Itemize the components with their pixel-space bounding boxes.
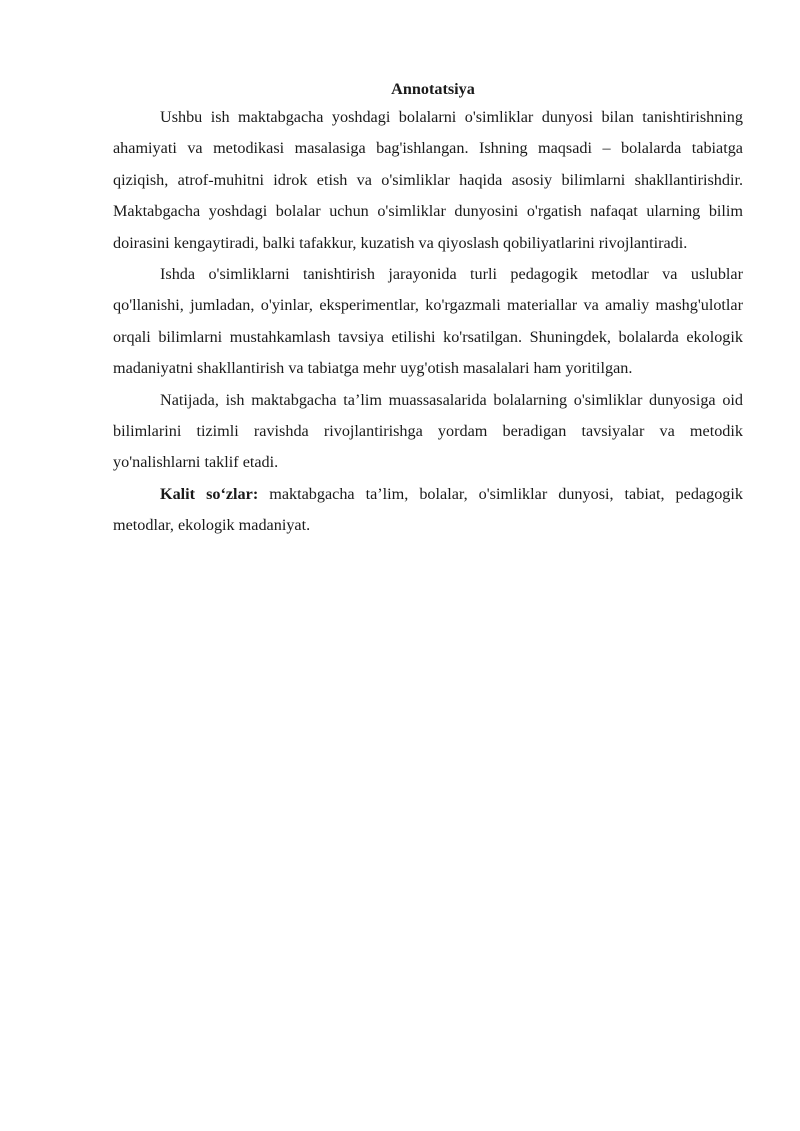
keywords-label: Kalit so‘zlar: xyxy=(160,484,259,503)
page-title: Annotatsiya xyxy=(391,80,475,98)
paragraph-1: Ushbu ish maktabgacha yoshdagi bolalarni o'simliklar dunyosi bilan tanishtirishning ahamiyati va metodikasi masalasiga bag'ishlangan. Ishning maqsadi – bolalarda tabiatga qiziqish, atrof-muhitni idrok etish va o'simliklar haqida asosiy bilimlarni shakllantirishdir. Maktabgacha yoshdagi bolalar uchun o'simliklar dunyosini o'rgatish nafaqat ularning bilim doirasini kengaytiradi, balki tafakkur, kuzatish va qiyoslash qobiliyatlarini rivojlantiradi. xyxy=(113,108,743,252)
paragraph-3: Natijada, ish maktabgacha ta’lim muassasalarida bolalarning o'simliklar dunyosiga oid bilimlarini tizimli ravishda rivojlantirishga yordam beradigan tavsiyalar va metodik yo'nalishlarni taklif etadi. xyxy=(113,390,743,472)
keywords-text: maktabgacha ta’lim, bolalar, o'simliklar dunyosi, tabiat, pedagogik metodlar, ekologik madaniyat. xyxy=(113,484,743,535)
paragraph-2: Ishda o'simliklarni tanishtirish jarayonida turli pedagogik metodlar va uslublar qo'llanishi, jumladan, o'yinlar, eksperimentlar, ko'rgazmali materiallar va amaliy mashg'ulotlar orqali bilimlarni mustahkamlash tavsiya etilishi ko'rsatilgan. Shuningdek, bolalarda ekologik madaniyatni shakllantirish va tabiatga mehr uyg'otish masalalari ham yoritilgan. xyxy=(113,265,743,378)
document-content xyxy=(113,76,743,542)
keywords-paragraph xyxy=(113,479,743,542)
